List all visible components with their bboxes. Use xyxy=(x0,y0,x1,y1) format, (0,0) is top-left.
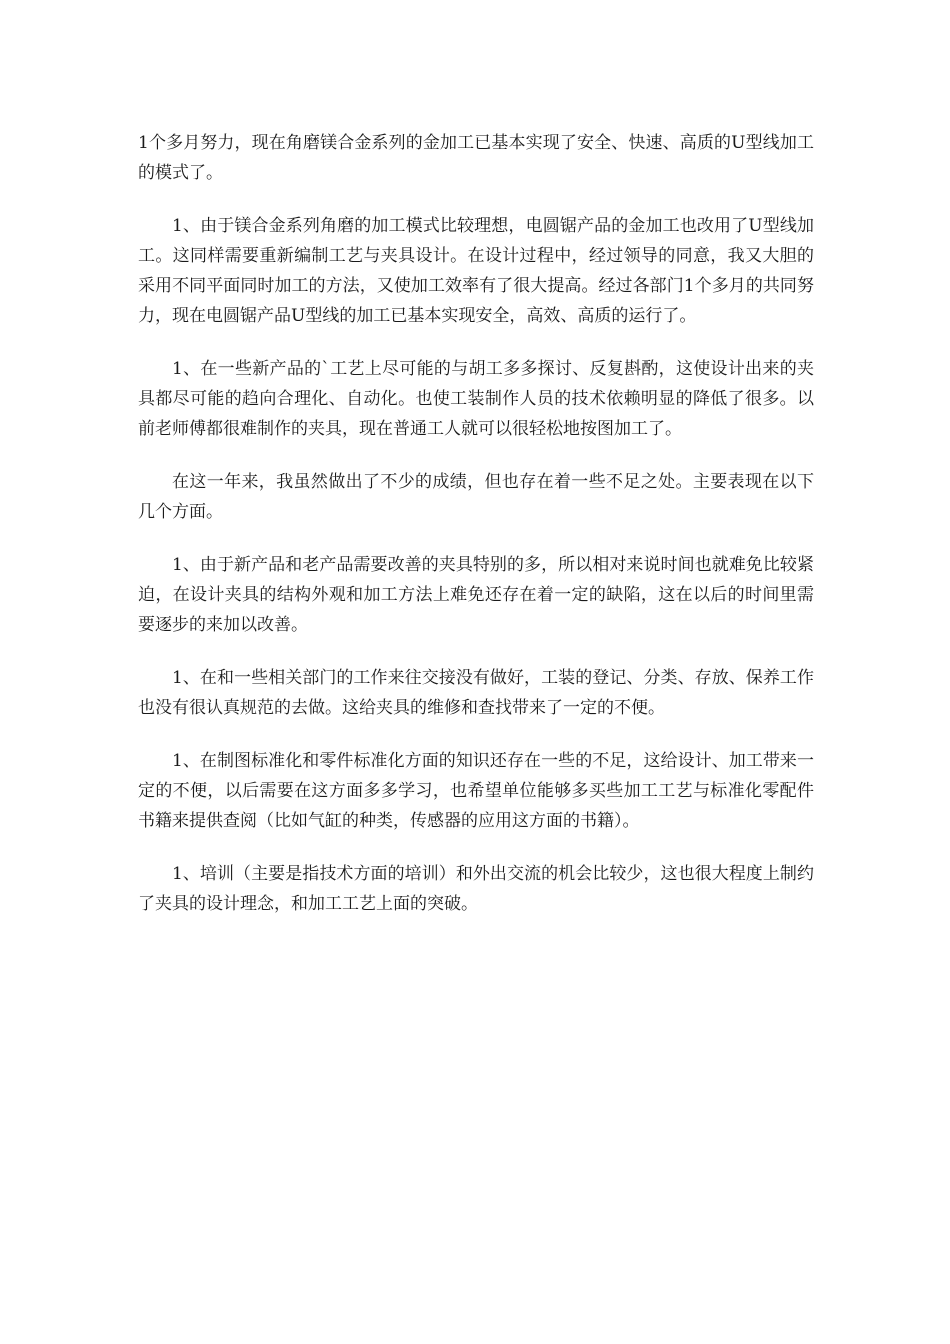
paragraph-1: 1个多月努力，现在角磨镁合金系列的金加工已基本实现了安全、快速、高质的U型线加工的模式了。 xyxy=(138,133,814,183)
paragraph-6: 1、在和一些相关部门的工作来往交接没有做好，工装的登记、分类、存放、保养工作也没有很认真规范的去做。这给夹具的维修和查找带来了一定的不便。 xyxy=(138,668,814,718)
paragraph-3: 1、在一些新产品的`工艺上尽可能的与胡工多多探讨、反复斟酌，这使设计出来的夹具都尽可能的趋向合理化、自动化。也使工装制作人员的技术依赖明显的降低了很多。以前老师傅都很难制作的夹具，现在普通工人就可以很轻松地按图加工了。 xyxy=(138,359,814,439)
document-body xyxy=(138,128,814,942)
paragraph-4: 在这一年来，我虽然做出了不少的成绩，但也存在着一些不足之处。主要表现在以下几个方面。 xyxy=(138,472,814,522)
paragraph-5: 1、由于新产品和老产品需要改善的夹具特别的多，所以相对来说时间也就难免比较紧迫，在设计夹具的结构外观和加工方法上难免还存在着一定的缺陷，这在以后的时间里需要逐步的来加以改善。 xyxy=(138,555,814,635)
paragraph-8: 1、培训（主要是指技术方面的培训）和外出交流的机会比较少，这也很大程度上制约了夹具的设计理念，和加工工艺上面的突破。 xyxy=(138,864,814,914)
paragraph-2: 1、由于镁合金系列角磨的加工模式比较理想，电圆锯产品的金加工也改用了U型线加工。这同样需要重新编制工艺与夹具设计。在设计过程中，经过领导的同意，我又大胆的采用不同平面同时加工的方法，又使加工效率有了很大提高。经过各部门1个多月的共同努力，现在电圆锯产品U型线的加工已基本实现安全，高效、高质的运行了。 xyxy=(138,216,814,326)
paragraph-7: 1、在制图标准化和零件标准化方面的知识还存在一些的不足，这给设计、加工带来一定的不便，以后需要在这方面多多学习，也希望单位能够多买些加工工艺与标准化零配件书籍来提供查阅（比如气缸的种类，传感器的应用这方面的书籍）。 xyxy=(138,751,814,831)
